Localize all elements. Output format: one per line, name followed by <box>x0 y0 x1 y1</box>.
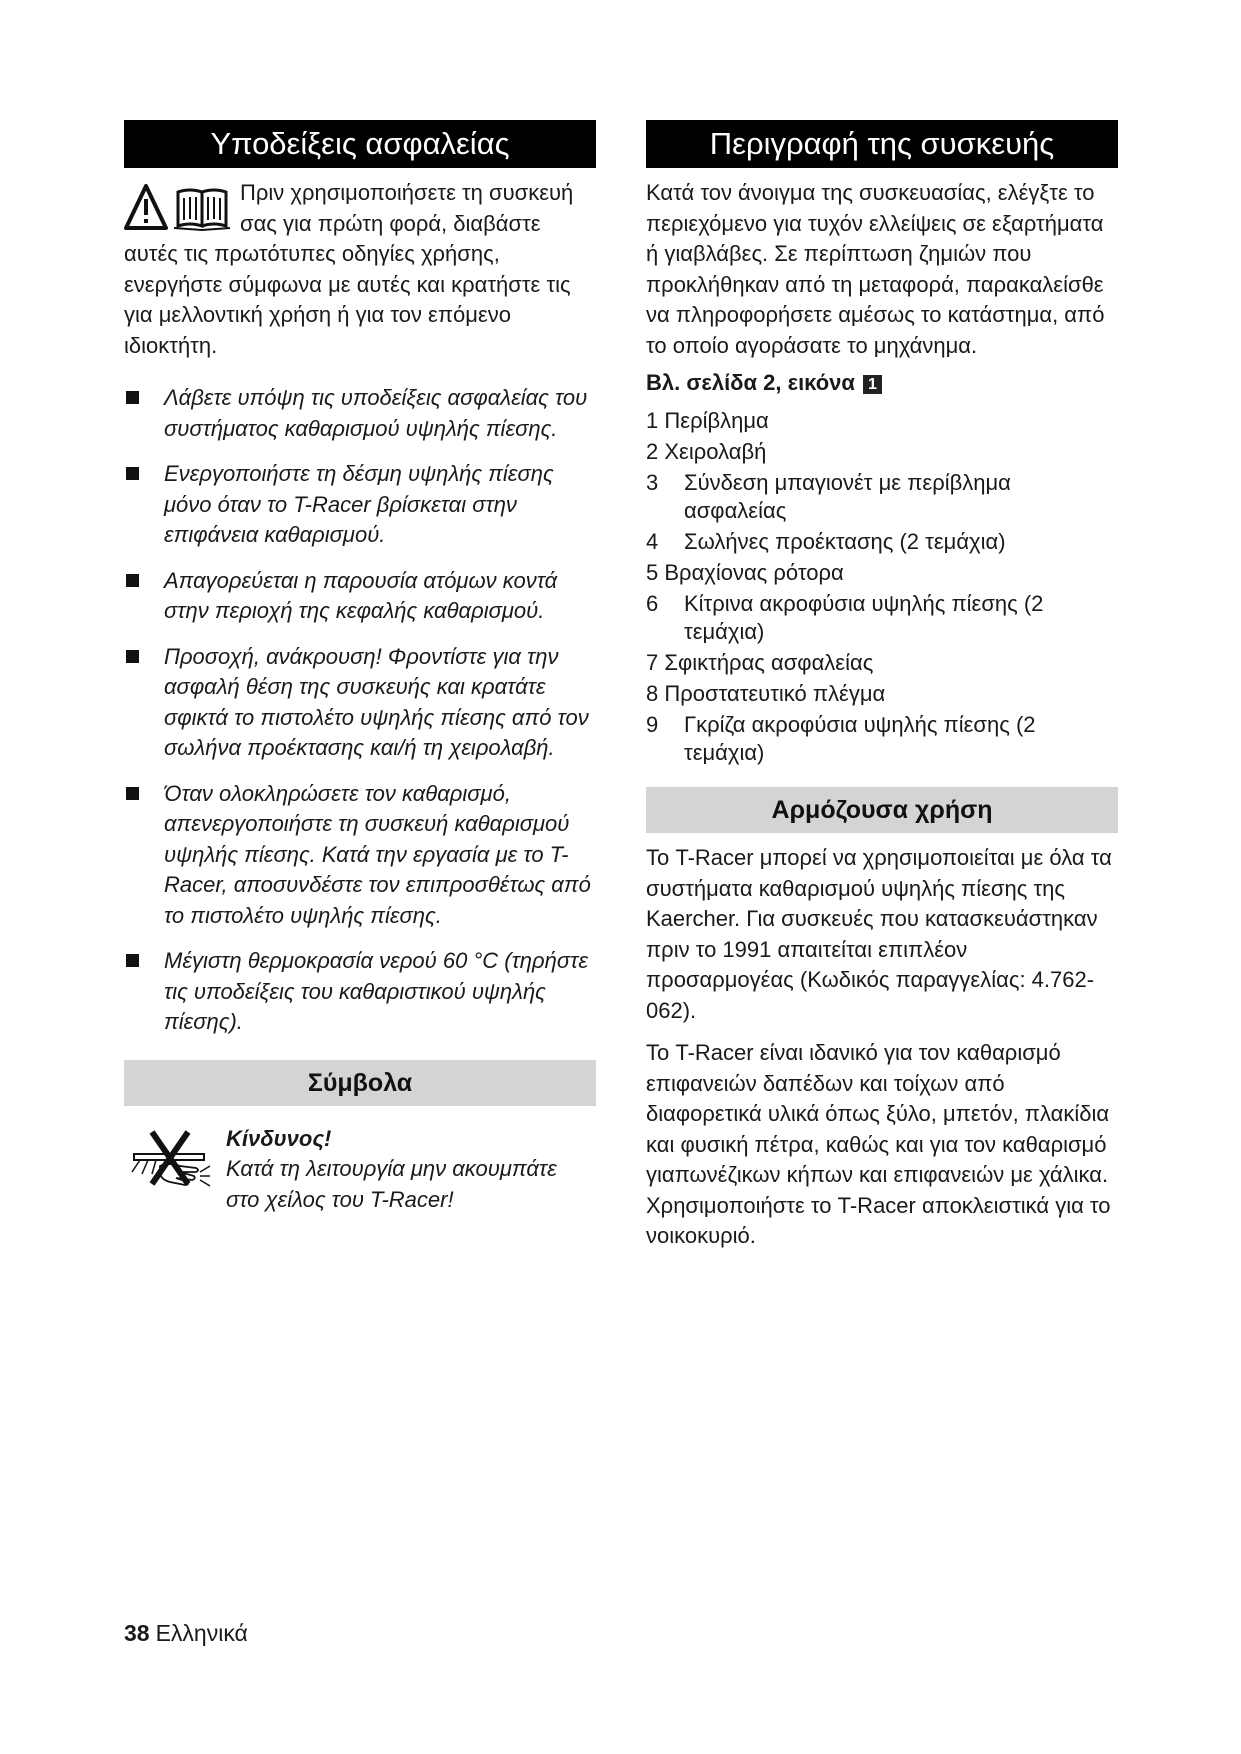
bullet-square-icon <box>126 650 139 663</box>
do-not-touch-edge-icon <box>130 1126 212 1192</box>
usage-heading: Αρμόζουσα χρήση <box>646 787 1118 833</box>
figure-reference: Βλ. σελίδα 2, εικόνα 1 <box>646 369 1118 397</box>
usage-paragraph-1: Το T-Racer μπορεί να χρησιμοποιείται με όλα τα συστήματα καθαρισμού υψηλής πίεσης της Kaercher. Για συσκευές που κατασκευάστηκαν πριν το 1991 απαιτείται επιπλέον προσαρμογέας (Κωδικός παραγγελίας: 4.762-062). <box>646 845 1112 1023</box>
list-item: 6 Κίτρινα ακροφύσια υψηλής πίεσης (2 τεμάχια) <box>646 591 1044 644</box>
list-item: 8 Προστατευτικό πλέγμα <box>646 681 886 706</box>
list-item: Απαγορεύεται η παρουσία ατόμων κοντά στην περιοχή της κεφαλής καθαρισμού. <box>124 566 596 627</box>
page-number: 38 <box>124 1620 150 1646</box>
list-item: 5 Βραχίονας ρότορα <box>646 560 844 585</box>
safety-intro <box>124 178 596 361</box>
bullet-square-icon <box>126 787 139 800</box>
danger-symbol-row <box>124 1124 596 1224</box>
bullet-square-icon <box>126 467 139 480</box>
list-item: Προσοχή, ανάκρουση! Φροντίστε για την ασφαλή θέση της συσκευής και κρατάτε σφικτά το πιστολέτο υψηλής πίεσης από τον σωλήνα προέκτασης και/ή τη χειρολαβή. <box>124 642 596 764</box>
symbols-section <box>124 1060 596 1224</box>
list-item: Όταν ολοκληρώσετε τον καθαρισμό, απενεργοποιήστε τη συσκευή καθαρισμού υψηλής πίεσης. Κατά την εργασία με το T-Racer, αποσυνδέστε τον επιπροσθέτως από το πιστολέτο υψηλής πίεσης. <box>124 779 596 932</box>
safety-heading: Υποδείξεις ασφαλείας <box>124 120 596 168</box>
right-column <box>646 120 1118 1252</box>
list-item: 9 Γκρίζα ακροφύσια υψηλής πίεσης (2 τεμάχια) <box>646 712 1036 765</box>
bullet-square-icon <box>126 574 139 587</box>
danger-title: Κίνδυνος! <box>226 1125 332 1151</box>
usage-paragraph-2: Το T-Racer είναι ιδανικό για τον καθαρισμό επιφανειών δαπέδων και τοίχων από διαφορετικά υλικά όπως ξύλο, μπετόν, πλακίδια και φυσική πέτρα, καθώς και για τον καθαρισμό γιαπωνέζικων κήπων και επιφανειών με χάλικα. Χρησιμοποιήστε το T-Racer αποκλειστικά για το νοικοκυριό. <box>646 1040 1111 1248</box>
usage-section <box>646 787 1118 1252</box>
list-item: Λάβετε υπόψη τις υποδείξεις ασφαλείας του συστήματος καθαρισμού υψηλής πίεσης. <box>124 383 596 444</box>
symbols-heading: Σύμβολα <box>124 1060 596 1106</box>
warning-read-manual-icon <box>124 182 236 234</box>
list-item: 7 Σφικτήρας ασφαλείας <box>646 650 874 675</box>
list-item: 2 Χειρολαβή <box>646 439 767 464</box>
list-item: 1 Περίβλημα <box>646 408 769 433</box>
parts-list <box>646 407 1118 767</box>
danger-text: Κατά τη λειτουργία μην ακουμπάτε στο χείλος του T-Racer! <box>226 1156 557 1212</box>
footer-language: Ελληνικά <box>155 1620 248 1646</box>
description-heading: Περιγραφή της συσκευής <box>646 120 1118 168</box>
left-column <box>124 120 596 1224</box>
safety-bullet-list <box>124 383 596 1038</box>
bullet-square-icon <box>126 391 139 404</box>
bullet-square-icon <box>126 954 139 967</box>
intro-text: Πριν χρησιμοποιήσετε τη συσκευή σας για πρώτη φορά, διαβάστε αυτές τις πρωτότυπες οδηγίες χρήσης, ενεργήστε σύμφωνα με αυτές και κρατήστε τις για μελλοντική χρήση ή για τον επόμενο ιδιοκτήτη. <box>124 180 574 358</box>
description-text: Κατά τον άνοιγμα της συσκευασίας, ελέγξτε το περιεχόμενο για τυχόν ελλείψεις σε εξαρτήματα ή γιαβλάβες. Σε περίπτωση ζημιών που προκλήθηκαν από τη μεταφορά, παρακαλείσθε να πληροφορήσετε αμέσως το κατάστημα, από το οποίο αγοράσατε το μηχάνημα. <box>646 180 1105 358</box>
list-item: Μέγιστη θερμοκρασία νερού 60 °C (τηρήστε τις υποδείξεις του καθαριστικού υψηλής πίεσης). <box>124 946 596 1038</box>
page-footer <box>124 1620 248 1647</box>
list-item: Ενεργοποιήστε τη δέσμη υψηλής πίεσης μόνο όταν το T-Racer βρίσκεται στην επιφάνεια καθαρισμού. <box>124 459 596 551</box>
list-item: 4 Σωλήνες προέκτασης (2 τεμάχια) <box>646 529 1006 554</box>
danger-text-block <box>226 1124 596 1216</box>
figure-number-badge: 1 <box>863 375 882 394</box>
list-item: 3 Σύνδεση μπαγιονέτ με περίβλημα ασφαλείας <box>646 470 1011 523</box>
